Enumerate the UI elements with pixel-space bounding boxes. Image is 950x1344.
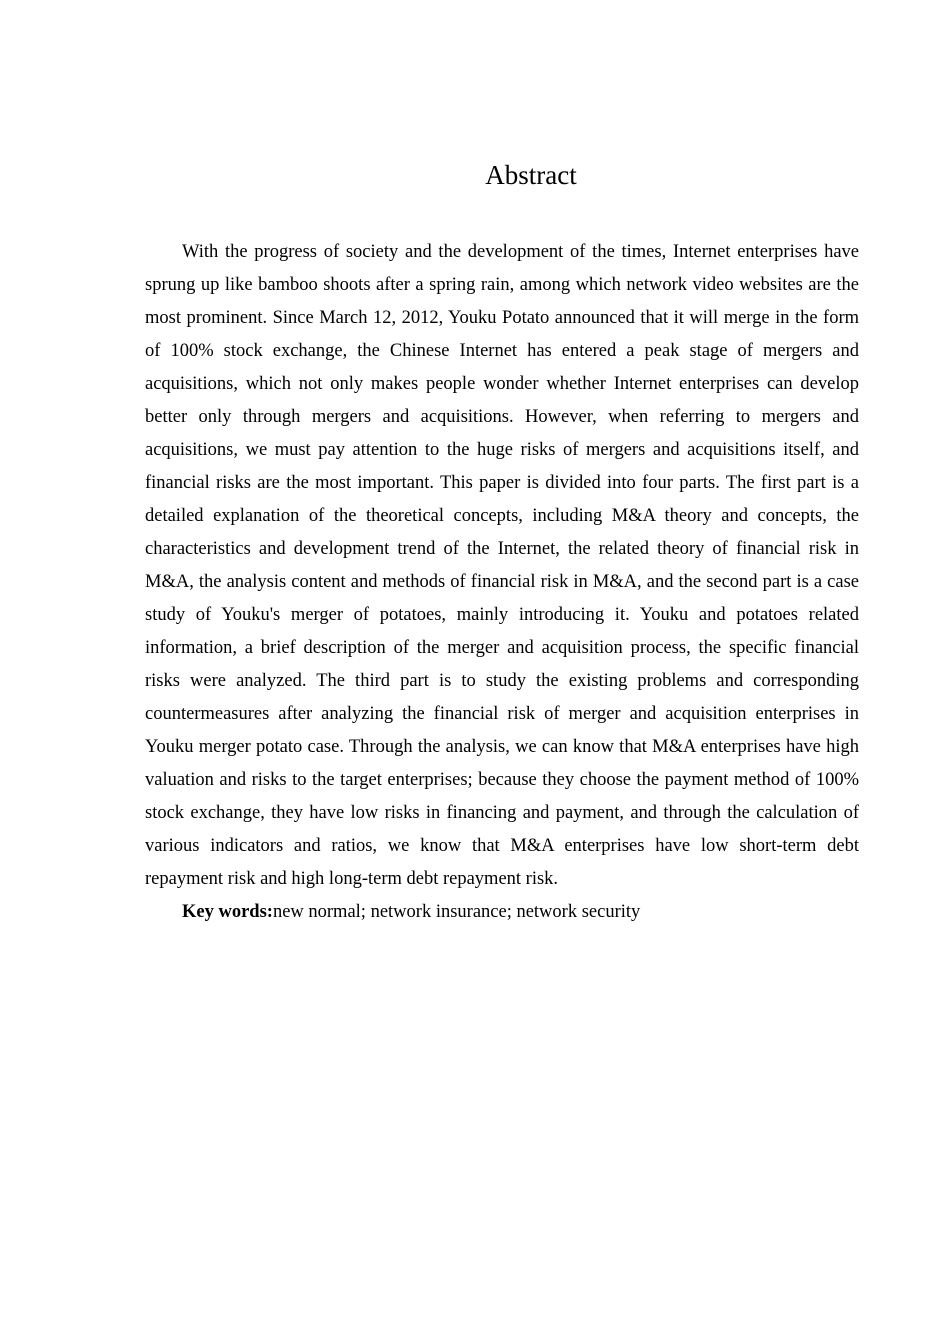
keywords-value: new normal; network insurance; network security [272, 902, 641, 922]
abstract-paragraph: With the progress of society and the development of the times, Internet enterprises have sprung up like bamboo shoots after a spring rain, among which network video websites are the most prominent. Since March 12, 2012, Youku Potato announced that it will merge in the form of 100% stock exchange, the Chinese Internet has entered a peak stage of mergers and acquisitions, which not only makes people wonder whether Internet enterprises can develop better only through mergers and acquisitions. However, when referring to mergers and acquisitions, we must pay attention to the huge risks of mergers and acquisitions itself, and financial risks are the most important. This paper is divided into four parts. The first part is a detailed explanation of the theoretical concepts, including M&A theory and concepts, the characteristics and development trend of the Internet, the related theory of financial risk in M&A, the analysis content and methods of financial risk in M&A, and the second part is a case study of Youku's merger of potatoes, mainly introducing it. Youku and potatoes related information, a brief description of the merger and acquisition process, the specific financial risks were analyzed. The third part is to study the existing problems and corresponding countermeasures after analyzing the financial risk of merger and acquisition enterprises in Youku merger potato case. Through the analysis, we can know that M&A enterprises have high valuation and risks to the target enterprises; because they choose the payment method of 100% stock exchange, they have low risks in financing and payment, and through the calculation of various indicators and ratios, we know that M&A enterprises have low short-term debt repayment risk and high long-term debt repayment risk. [145, 242, 859, 889]
abstract-title: Abstract [485, 160, 577, 190]
keywords-label: Key words: [182, 902, 273, 922]
keywords-line [145, 896, 859, 929]
